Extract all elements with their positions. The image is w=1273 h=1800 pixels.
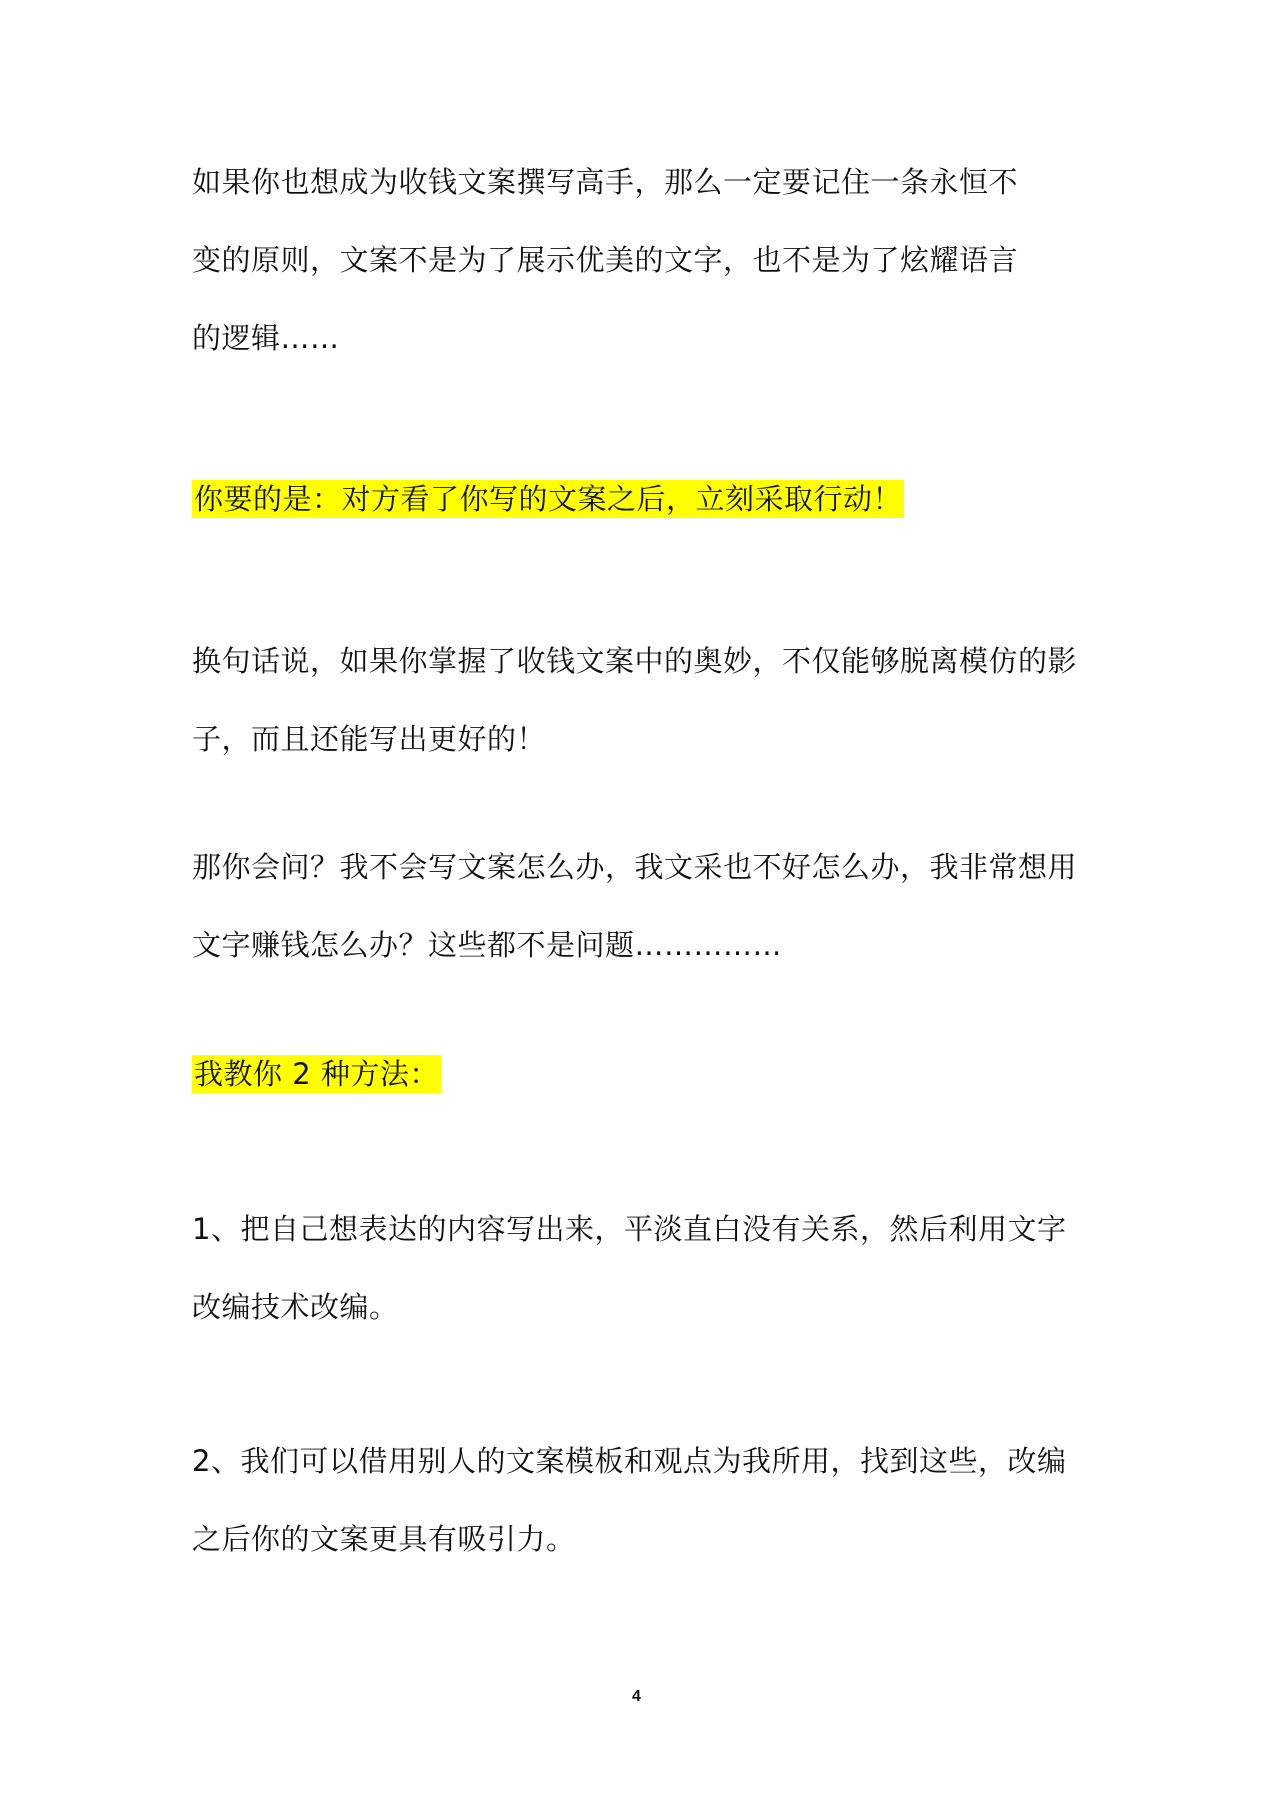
- highlighted-text: 你要的是：对方看了你写的文案之后，立刻采取行动！: [194, 482, 903, 516]
- paragraph-3-line-1: 那你会问？我不会写文案怎么办，我文采也不好怎么办，我非常想用: [192, 850, 1078, 884]
- paragraph-2-line-2: 子，而且还能写出更好的！: [192, 722, 547, 756]
- highlight-callout-2: [192, 1054, 441, 1094]
- paragraph-1-line-1: 如果你也想成为收钱文案撰写高手，那么一定要记住一条永恒不: [192, 165, 1019, 199]
- paragraph-4-line-2: 改编技术改编。: [192, 1290, 399, 1324]
- paragraph-5-line-2: 之后你的文案更具有吸引力。: [192, 1522, 576, 1556]
- paragraph-4-line-1: 1、把自己想表达的内容写出来，平淡直白没有关系，然后利用文字: [192, 1212, 1067, 1246]
- paragraph-1-line-3: 的逻辑……: [192, 321, 340, 355]
- highlight-callout-1: [192, 479, 904, 519]
- paragraph-5-line-1: 2、我们可以借用别人的文案模板和观点为我所用，找到这些，改编: [192, 1444, 1067, 1478]
- highlighted-text: 我教你 2 种方法：: [194, 1057, 439, 1091]
- paragraph-1-line-2: 变的原则，文案不是为了展示优美的文字，也不是为了炫耀语言: [192, 243, 1019, 277]
- paragraph-3-line-2: 文字赚钱怎么办？这些都不是问题……………: [192, 928, 783, 962]
- paragraph-2-line-1: 换句话说，如果你掌握了收钱文案中的奥妙，不仅能够脱离模仿的影: [192, 644, 1078, 678]
- page-number: 4: [632, 1688, 641, 1705]
